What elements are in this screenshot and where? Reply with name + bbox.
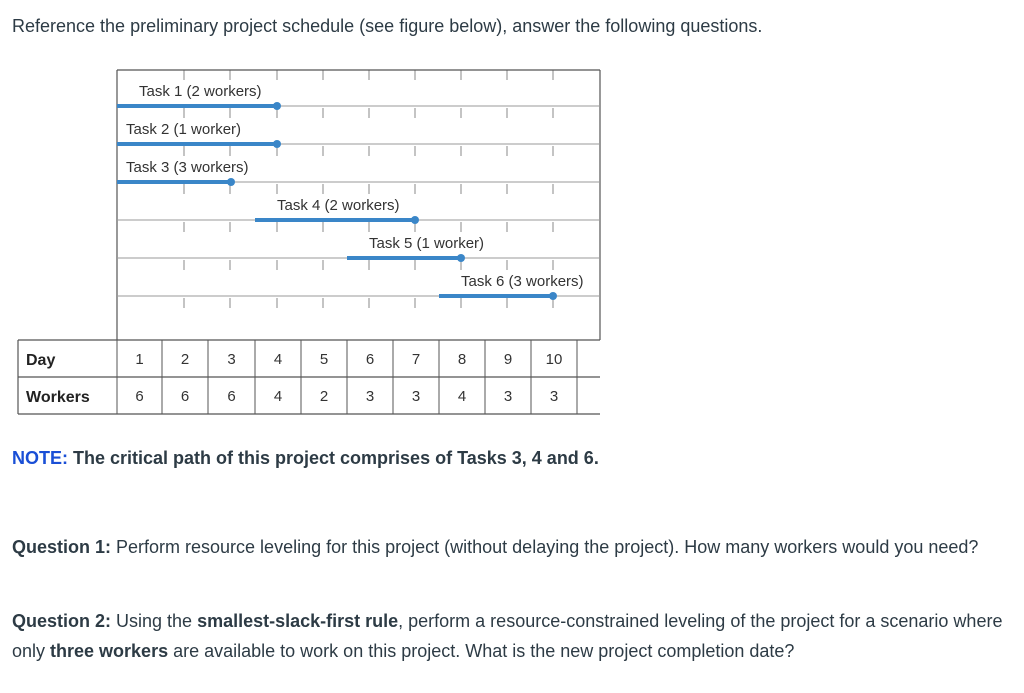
workers-cell: 4 [273,388,283,405]
day-cell: 7 [411,351,421,368]
row-label-day: Day [26,352,56,369]
task-bar-end [273,102,281,110]
question-2-text-1: Using the [111,611,198,631]
note-lead: NOTE: [12,448,68,468]
workers-cell: 6 [135,388,144,405]
question-2-rule: smallest-slack-first rule [197,611,399,631]
question-2-label: Question 2: [12,611,112,631]
workers-cell: 3 [549,388,559,405]
day-cell: 10 [545,351,563,368]
day-cell: 9 [503,351,513,368]
workers-cell: 6 [227,388,236,405]
task-label: Task 5 (1 worker) [369,235,485,252]
workers-cell: 2 [319,388,329,405]
note-text: The critical path of this project comprises of Tasks 3, 4 and 6. [68,448,599,468]
task-label: Task 6 (3 workers) [461,273,584,290]
question-2-text-3: are available to work on this project. What is the new project completion date? [168,641,795,661]
day-cell: 6 [365,351,375,368]
workers-cell: 6 [180,388,190,405]
note-critical-path [12,448,599,469]
task-label: Task 2 (1 worker) [126,121,242,138]
task-bar-end [549,292,557,300]
question-2 [12,606,1012,666]
task-bar-end [457,254,465,262]
day-cell: 2 [180,351,190,368]
workers-cell: 3 [503,388,513,405]
task-bar-end [227,178,235,186]
question-2-text-2: , perform a resource-constrained leveling of the project for a scenario where only [12,611,1003,661]
task-label: Task 1 (2 workers) [139,83,262,100]
workers-cell: 3 [411,388,421,405]
question-2-workers: three workers [50,641,169,661]
task-label: Task 3 (3 workers) [126,159,249,176]
question-1 [12,532,1012,562]
task-bar-end [273,140,281,148]
workers-cell: 4 [457,388,467,405]
day-cell: 1 [135,351,144,368]
day-cell: 3 [227,351,236,368]
task-bar-end [411,216,419,224]
day-cell: 5 [319,351,329,368]
task-label: Task 4 (2 workers) [277,197,400,214]
row-label-workers: Workers [26,389,90,406]
day-cell: 4 [273,351,283,368]
day-cell: 8 [457,351,467,368]
intro-text: Reference the preliminary project schedule (see figure below), answer the following questions. [12,16,763,36]
question-1-label: Question 1: [12,537,112,557]
workers-cell: 3 [365,388,375,405]
question-1-text: Perform resource leveling for this project (without delaying the project). How many workers would you need? [111,537,979,557]
